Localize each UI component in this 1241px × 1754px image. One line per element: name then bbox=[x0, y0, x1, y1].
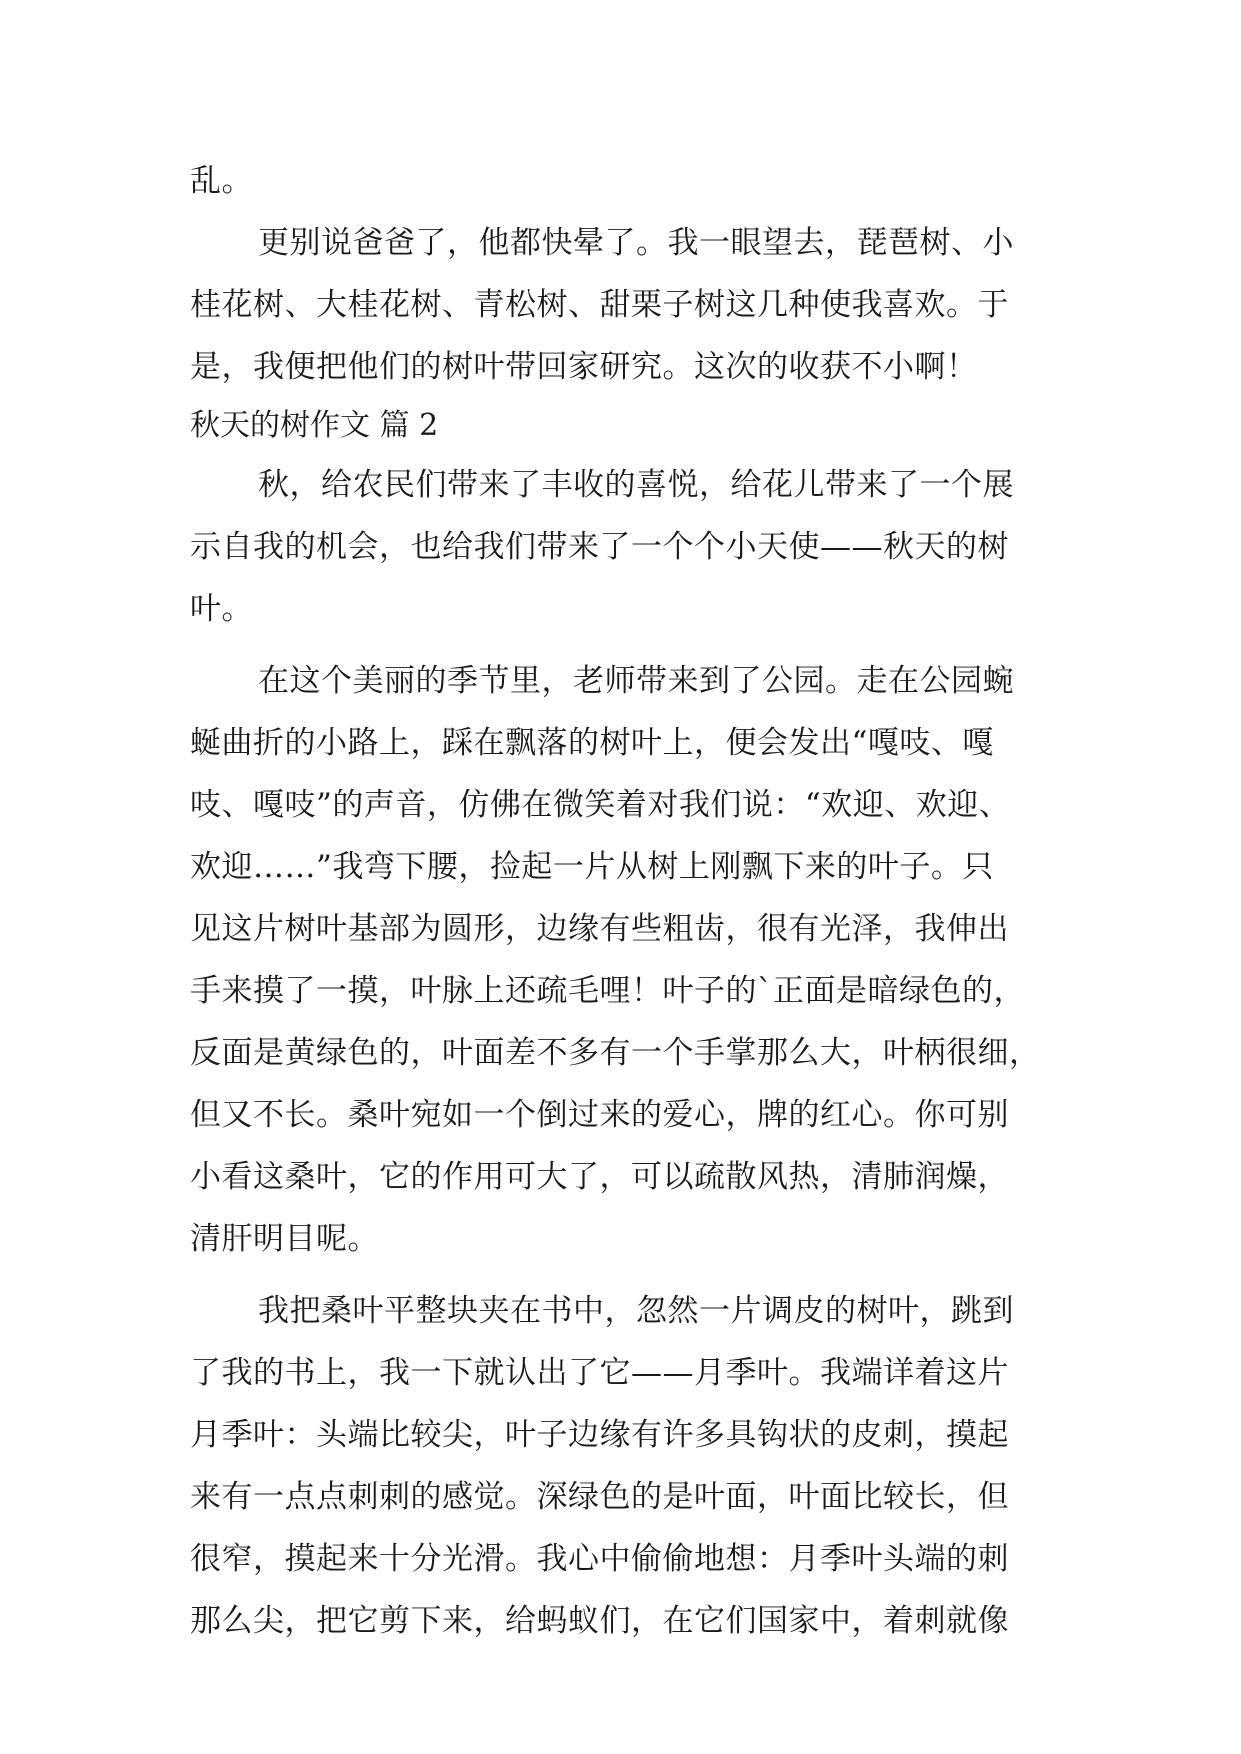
paragraph-line: 是，我便把他们的树叶带回家研究。这次的收获不小啊！ bbox=[190, 349, 978, 385]
paragraph-2 bbox=[190, 212, 1052, 398]
paragraph-line: 示自我的机会，也给我们带来了一个个小天使——秋天的树 bbox=[190, 529, 1009, 565]
paragraph-line: 来有一点点刺刺的感觉。深绿色的是叶面，叶面比较长，但 bbox=[190, 1479, 1009, 1515]
paragraph-line: 我把桑叶平整块夹在书中，忽然一片调皮的树叶，跳到 bbox=[258, 1293, 1014, 1329]
paragraph-line: 乱。 bbox=[190, 163, 253, 199]
paragraph-line: 欢迎……”我弯下腰，捡起一片从树上刚飘下来的叶子。只 bbox=[190, 849, 994, 885]
paragraph-line: 很窄，摸起来十分光滑。我心中偷偷地想：月季叶头端的刺 bbox=[190, 1541, 1009, 1577]
paragraph-5 bbox=[190, 1280, 1052, 1652]
paragraph-line: 吱、嘎吱”的声音，仿佛在微笑着对我们说：“欢迎、欢迎、 bbox=[190, 787, 1011, 823]
paragraph-line: 手来摸了一摸，叶脉上还疏毛哩！叶子的`正面是暗绿色的， bbox=[190, 973, 1025, 1009]
paragraph-line: 蜒曲折的小路上，踩在飘落的树叶上，便会发出“嘎吱、嘎 bbox=[190, 725, 994, 761]
paragraph-4 bbox=[190, 650, 1052, 1270]
paragraph-line: 那么尖，把它剪下来，给蚂蚁们，在它们国家中，着刺就像 bbox=[190, 1603, 1009, 1639]
paragraph-line: 清肝明目呢。 bbox=[190, 1221, 379, 1257]
paragraph-line: 月季叶：头端比较尖，叶子边缘有许多具钩状的皮刺，摸起 bbox=[190, 1417, 1009, 1453]
paragraph-1 bbox=[190, 150, 1052, 212]
section-heading: 秋天的树作文 篇 2 bbox=[190, 408, 439, 443]
paragraph-line: 桂花树、大桂花树、青松树、甜栗子树这几种使我喜欢。于 bbox=[190, 287, 1009, 323]
paragraph-spacer bbox=[190, 1270, 1052, 1280]
paragraph-line: 小看这桑叶，它的作用可大了，可以疏散风热，清肺润燥， bbox=[190, 1159, 1009, 1195]
paragraph-line: 叶。 bbox=[190, 591, 253, 627]
document-page bbox=[190, 150, 1052, 1652]
paragraph-spacer bbox=[190, 640, 1052, 650]
paragraph-3 bbox=[190, 454, 1052, 640]
paragraph-line: 更别说爸爸了，他都快晕了。我一眼望去，琵琶树、小 bbox=[258, 225, 1014, 261]
paragraph-line: 了我的书上，我一下就认出了它——月季叶。我端详着这片 bbox=[190, 1355, 1009, 1391]
paragraph-line: 秋，给农民们带来了丰收的喜悦，给花儿带来了一个展 bbox=[258, 467, 1014, 503]
paragraph-line: 见这片树叶基部为圆形，边缘有些粗齿，很有光泽，我伸出 bbox=[190, 911, 1009, 947]
paragraph-line: 在这个美丽的季节里，老师带来到了公园。走在公园蜿 bbox=[258, 663, 1014, 699]
paragraph-line: 但又不长。桑叶宛如一个倒过来的爱心，牌的红心。你可别 bbox=[190, 1097, 1009, 1133]
paragraph-line: 反面是黄绿色的，叶面差不多有一个手掌那么大，叶柄很细， bbox=[190, 1035, 1041, 1071]
